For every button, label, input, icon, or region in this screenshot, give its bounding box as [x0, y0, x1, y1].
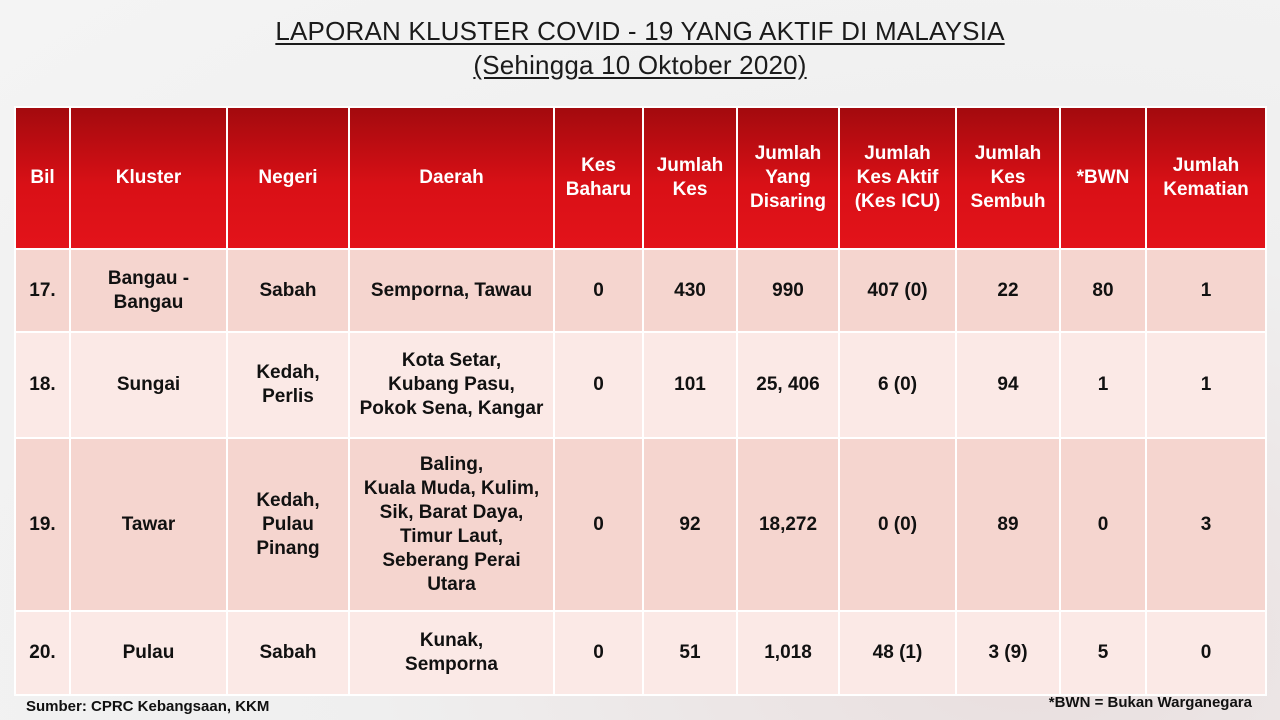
cell-kluster: Tawar [70, 438, 227, 611]
header-jumlah-kes: Jumlah Kes [643, 107, 737, 249]
cell-kes-sembuh: 89 [956, 438, 1060, 611]
report-date: (Sehingga 10 Oktober 2020) [473, 50, 807, 80]
cell-kes-sembuh: 3 (9) [956, 611, 1060, 695]
cell-bil: 19. [15, 438, 70, 611]
header-jumlah-kematian: Jumlah Kematian [1146, 107, 1266, 249]
cell-jumlah-disaring: 18,272 [737, 438, 839, 611]
cluster-table [14, 106, 1267, 696]
cell-daerah: Semporna, Tawau [349, 249, 554, 332]
cell-kematian: 1 [1146, 249, 1266, 332]
cell-bwn: 0 [1060, 438, 1146, 611]
cell-negeri: Kedah, Perlis [227, 332, 349, 438]
cell-bil: 17. [15, 249, 70, 332]
header-kes-baharu: Kes Baharu [554, 107, 643, 249]
header-jumlah-disaring: Jumlah Yang Disaring [737, 107, 839, 249]
header-bil: Bil [15, 107, 70, 249]
cell-daerah: Baling, Kuala Muda, Kulim, Sik, Barat Daya, Timur Laut, Seberang Perai Utara [349, 438, 554, 611]
table-row [15, 249, 1266, 332]
table-row [15, 611, 1266, 695]
report-title: LAPORAN KLUSTER COVID - 19 YANG AKTIF DI MALAYSIA [275, 16, 1005, 46]
cell-kes-baharu: 0 [554, 611, 643, 695]
cell-kluster: Pulau [70, 611, 227, 695]
cell-negeri: Sabah [227, 249, 349, 332]
cell-jumlah-kes: 92 [643, 438, 737, 611]
bwn-legend-note: *BWN = Bukan Warganegara [1048, 694, 1252, 711]
report-title-block [0, 14, 1280, 82]
cell-bwn: 80 [1060, 249, 1146, 332]
cell-bil: 18. [15, 332, 70, 438]
header-jumlah-kes-aktif: Jumlah Kes Aktif (Kes ICU) [839, 107, 956, 249]
cell-negeri: Sabah [227, 611, 349, 695]
cell-kes-sembuh: 94 [956, 332, 1060, 438]
cell-bwn: 1 [1060, 332, 1146, 438]
cell-kes-aktif: 0 (0) [839, 438, 956, 611]
cell-kematian: 1 [1146, 332, 1266, 438]
table-row [15, 332, 1266, 438]
header-jumlah-kes-sembuh: Jumlah Kes Sembuh [956, 107, 1060, 249]
header-kluster: Kluster [70, 107, 227, 249]
cell-kes-baharu: 0 [554, 438, 643, 611]
cell-jumlah-disaring: 990 [737, 249, 839, 332]
cell-daerah: Kunak, Semporna [349, 611, 554, 695]
cell-kes-baharu: 0 [554, 249, 643, 332]
cell-jumlah-kes: 51 [643, 611, 737, 695]
cell-kes-sembuh: 22 [956, 249, 1060, 332]
cell-kluster: Bangau - Bangau [70, 249, 227, 332]
cell-kes-baharu: 0 [554, 332, 643, 438]
cell-kes-aktif: 407 (0) [839, 249, 956, 332]
cell-bil: 20. [15, 611, 70, 695]
cell-kes-aktif: 6 (0) [839, 332, 956, 438]
cell-kematian: 3 [1146, 438, 1266, 611]
cell-jumlah-disaring: 1,018 [737, 611, 839, 695]
cell-kes-aktif: 48 (1) [839, 611, 956, 695]
cell-bwn: 5 [1060, 611, 1146, 695]
cell-jumlah-kes: 430 [643, 249, 737, 332]
header-daerah: Daerah [349, 107, 554, 249]
cell-jumlah-disaring: 25, 406 [737, 332, 839, 438]
cell-jumlah-kes: 101 [643, 332, 737, 438]
cell-kluster: Sungai [70, 332, 227, 438]
source-note: Sumber: CPRC Kebangsaan, KKM [26, 698, 270, 715]
header-negeri: Negeri [227, 107, 349, 249]
cell-kematian: 0 [1146, 611, 1266, 695]
cell-negeri: Kedah, Pulau Pinang [227, 438, 349, 611]
table-header-row [15, 107, 1266, 249]
header-bwn: *BWN [1060, 107, 1146, 249]
cell-daerah: Kota Setar, Kubang Pasu, Pokok Sena, Kangar [349, 332, 554, 438]
table-row [15, 438, 1266, 611]
